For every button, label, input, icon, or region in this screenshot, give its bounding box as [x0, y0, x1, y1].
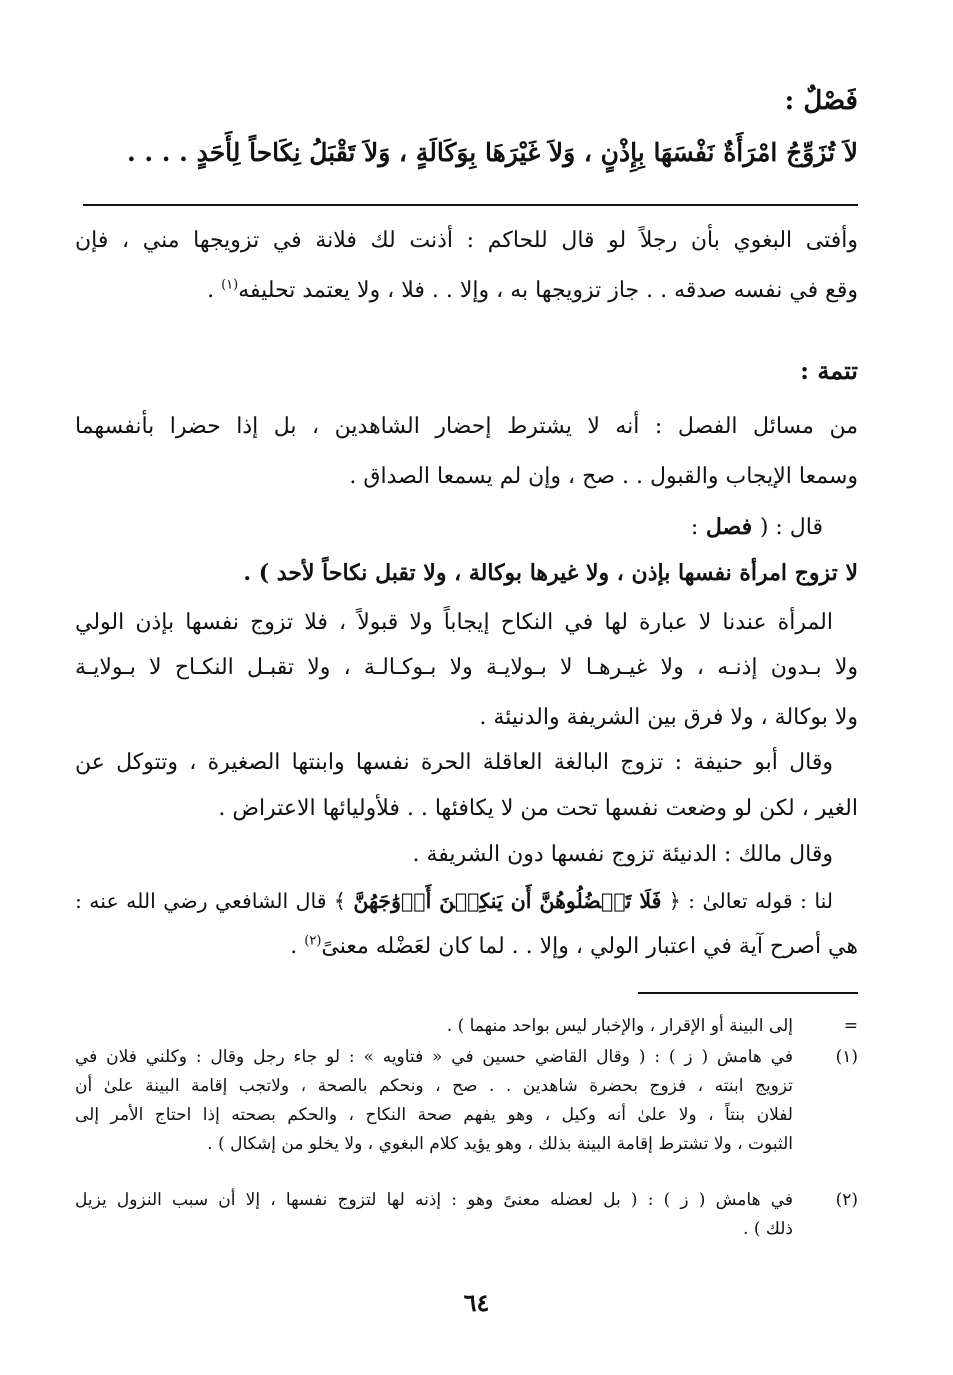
- commentary-line-1: وأفتى البغوي بأن رجلاً لو قال للحاكم : أذنت لك فلانة في تزويجها مني ، فإن: [75, 228, 858, 253]
- footnote-ref-2: (٢): [304, 933, 322, 949]
- sharh-paragraph-1-cont: [75, 643, 858, 743]
- footnote-1-number: (١): [835, 1047, 858, 1067]
- sharh-2-line-2: الغير ، لكن لو وضعت نفسها تحت من لا يكافئها . . فلأوليائها الاعتراض .: [218, 796, 858, 821]
- footnote-ref-1: (١): [221, 277, 239, 293]
- commentary-line-2-end: .: [207, 278, 222, 303]
- tatimma-heading-text: تتمة :: [800, 356, 858, 385]
- sharh-4-line-2-text: هي أصرح آية في اعتبار الولي ، وإلا . . لما كان لعَضْله معنىً: [321, 934, 858, 959]
- matn-text: [83, 138, 858, 167]
- qala-fasl: فصل: [698, 514, 760, 540]
- footnote-1-line-4: الثبوت ، ولا تشترط إقامة البينة بذلك ، وهو يؤيد كلام البغوي ، ولا يخلو من إشكال ) .: [207, 1134, 793, 1154]
- footnote-1-line-3: لفلان بنتاً ، ولا علىٰ أنه وكيل ، وهو يفهم صحة النكاح ، والحكم بصحته إذا احتاج الأمر إلى: [75, 1105, 793, 1125]
- sharh-paragraph-2-cont: [75, 784, 858, 834]
- sharh-paragraph-3: [75, 830, 833, 880]
- sharh-4-suffix: ﴾ قال الشافعي رضي الله عنه :: [75, 889, 354, 913]
- section-heading-text: فَصْلٌ :: [784, 86, 858, 116]
- tatimma-line-1: من مسائل الفصل : أنه لا يشترط إحضار الشاهدين ، بل إذا حضرا بأنفسهما: [75, 414, 858, 439]
- sharh-4-line-2: [75, 922, 858, 972]
- footnote-2-number: (٢): [835, 1190, 858, 1210]
- sharh-4-line-1: [75, 876, 833, 926]
- footnote-1-line-1: في هامش ( ز ) : ( وقال القاضي حسين في « فتاويه » : لو جاء رجل وقال : وكلني فلان في: [75, 1047, 793, 1067]
- sharh-paragraph-4: [75, 876, 833, 926]
- qala-matn: [75, 548, 858, 598]
- continuation-mark: =: [843, 1016, 858, 1036]
- qala-matn-line: لا تزوج امرأة نفسها بإذن ، ولا غيرها بوكالة ، ولا تقبل نكاحاً لأحد ) .: [243, 560, 858, 586]
- quran-verse: فَلَا تَعۡضُلُوهُنَّ أَن يَنكِحۡنَ أَزۡوَٰجَهُنَّ: [353, 889, 662, 913]
- footnote-2-line-1: في هامش ( ز ) : ( بل لعضله معنىً وهو : إذنه لها لتزوج نفسها ، إلا أن سبب النزول يزيل: [75, 1190, 793, 1210]
- qala-prefix: قال : (: [759, 515, 823, 540]
- qala-line-1: [75, 502, 823, 553]
- sharh-1-line-1: المرأة عندنا لا عبارة لها في النكاح إيجاباً ولا قبولاً ، فلا تزوج نفسها بإذن الولي: [75, 610, 833, 635]
- footnote-continuation: [75, 1012, 858, 1041]
- sharh-1-line-2: ولا بـدون إذنـه ، ولا غيـرهـا لا بـولايـة ولا بـوكـالـة ، ولا تقبـل النكـاح لا بـولايـة: [75, 655, 858, 680]
- sharh-1-line-3: ولا بوكالة ، ولا فرق بين الشريفة والدنيئة .: [479, 705, 858, 730]
- qala-suffix: :: [690, 515, 699, 540]
- sharh-paragraph-4-cont: [75, 922, 858, 972]
- sharh-4-line-2-end: .: [290, 934, 305, 959]
- sharh-paragraph-2: [75, 738, 833, 788]
- separator-rule: [83, 204, 858, 206]
- footnote-2-line-2: ذلك ) .: [743, 1219, 793, 1239]
- sharh-paragraph-1: [75, 598, 833, 648]
- continuation-line: إلى البينة أو الإقرار ، والإخبار ليس بواحد منهما ) .: [446, 1016, 793, 1036]
- sharh-3-line-1: وقال مالك : الدنيئة تزوج نفسها دون الشريفة .: [412, 842, 833, 867]
- commentary-line-2: [75, 266, 858, 316]
- sharh-4-prefix: لنا : قوله تعالىٰ : ﴿: [661, 889, 834, 913]
- footnote-1-line-2: تزويج ابنته ، فزوج بحضرة شاهدين . . صح ، ونحكم بالصحة ، ولاتجب إقامة البينة علىٰ أن: [75, 1076, 793, 1096]
- footnote-1: [75, 1043, 858, 1159]
- commentary-paragraph: [75, 216, 858, 316]
- section-heading: [75, 86, 858, 116]
- matn-line: لاَ تُزَوِّجُ امْرَأَةٌ نَفْسَهَا بِإِذْنٍ ، وَلاَ غَيْرَهَا بِوَكَالَةٍ ، وَلاَ تَقْبَلُ نِكَاحاً لِأَحَدٍ . . . .: [126, 138, 858, 167]
- tatimma-heading: [75, 356, 858, 385]
- footnote-2: [75, 1186, 858, 1244]
- footnote-separator: [638, 992, 858, 994]
- commentary-line-2-text: وقع في نفسه صدقه . . جاز تزويجها به ، وإلا . . فلا ، ولا يعتمد تحليفه: [238, 278, 858, 303]
- sharh-2-line-1: وقال أبو حنيفة : تزوج البالغة العاقلة الحرة نفسها وابنتها الصغيرة ، وتتوكل عن: [75, 750, 833, 775]
- tatimma-line-2: وسمعا الإيجاب والقبول . . صح ، وإن لم يسمعا الصداق .: [349, 464, 858, 489]
- tatimma-paragraph: [75, 402, 858, 502]
- page-number: ٦٤: [463, 1288, 490, 1317]
- qala-paragraph: [75, 502, 823, 553]
